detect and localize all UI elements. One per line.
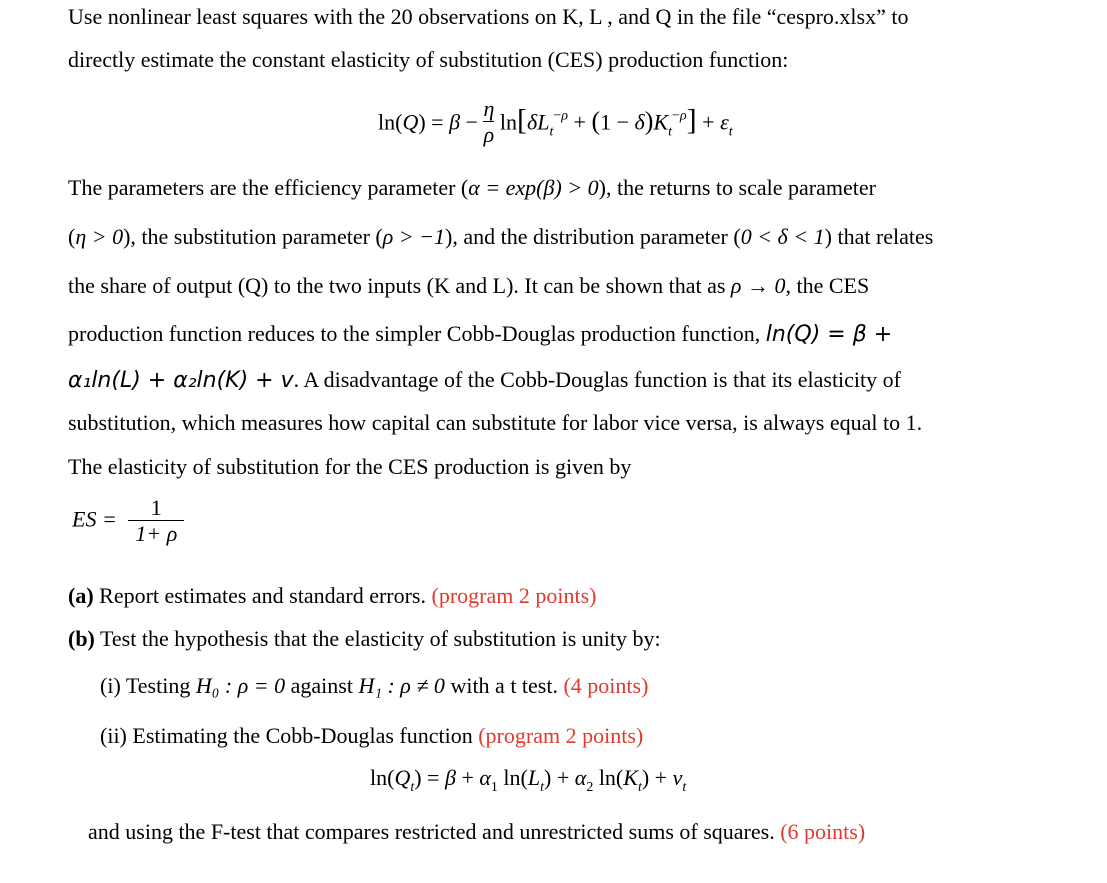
params-line-6: substitution, which measures how capital can substitute for labor vice versa, is always equal to 1.	[68, 410, 923, 435]
intro-line-2: directly estimate the constant elasticity of substitution (CES) production function:	[68, 47, 789, 72]
params-line-4: production function reduces to the simpler Cobb-Douglas production function, ln(Q) = β +	[68, 321, 893, 347]
params-line-2: (η > 0), the substitution parameter (ρ > −1), and the distribution parameter (0 < δ < 1) that relates	[68, 224, 934, 249]
es-formula: ES = $\frac{1}{1+ \rho}$	[72, 497, 184, 546]
params-line-3: the share of output (Q) to the two inputs (K and L). It can be shown that as ρ → 0, the CES	[68, 273, 870, 298]
question-final: and using the F-test that compares restricted and unrestricted sums of squares. (6 points)	[88, 819, 866, 844]
question-b-ii: (ii) Estimating the Cobb-Douglas function (program 2 points)	[100, 723, 644, 748]
question-a: (a) Report estimates and standard errors. (program 2 points)	[68, 583, 597, 608]
cobb-douglas-equation: $\ln(Q_t) = \beta + \alpha_1$ $\ln(L_t) + \alpha_2$ $\ln(K_t) + v_t$	[370, 765, 687, 795]
ces-equation: ln(Q) = β − $\frac{\eta}{\rho}$ $\ln[\delta L_t^{-\rho} + (1 - \delta)K_t^{-\rho}] + \varepsilon_t$	[378, 96, 733, 147]
question-b: (b) Test the hypothesis that the elasticity of substitution is unity by:	[68, 626, 661, 651]
intro-line-1: Use nonlinear least squares with the 20 observations on K, L , and Q in the file “cespro.xlsx” to	[68, 4, 909, 29]
params-line-1: The parameters are the efficiency parameter (α = exp(β) > 0), the returns to scale parameter	[68, 175, 876, 200]
params-line-5: α₁ln(L) + α₂ln(K) + v. A disadvantage of the Cobb-Douglas function is that its elasticity of	[68, 367, 901, 393]
question-b-i: (i) Testing H₀ : ρ = 0 against H₁ : ρ ≠ 0 with a t test. (4 points)	[100, 673, 649, 698]
params-line-7: The elasticity of substitution for the CES production is given by	[68, 454, 632, 479]
